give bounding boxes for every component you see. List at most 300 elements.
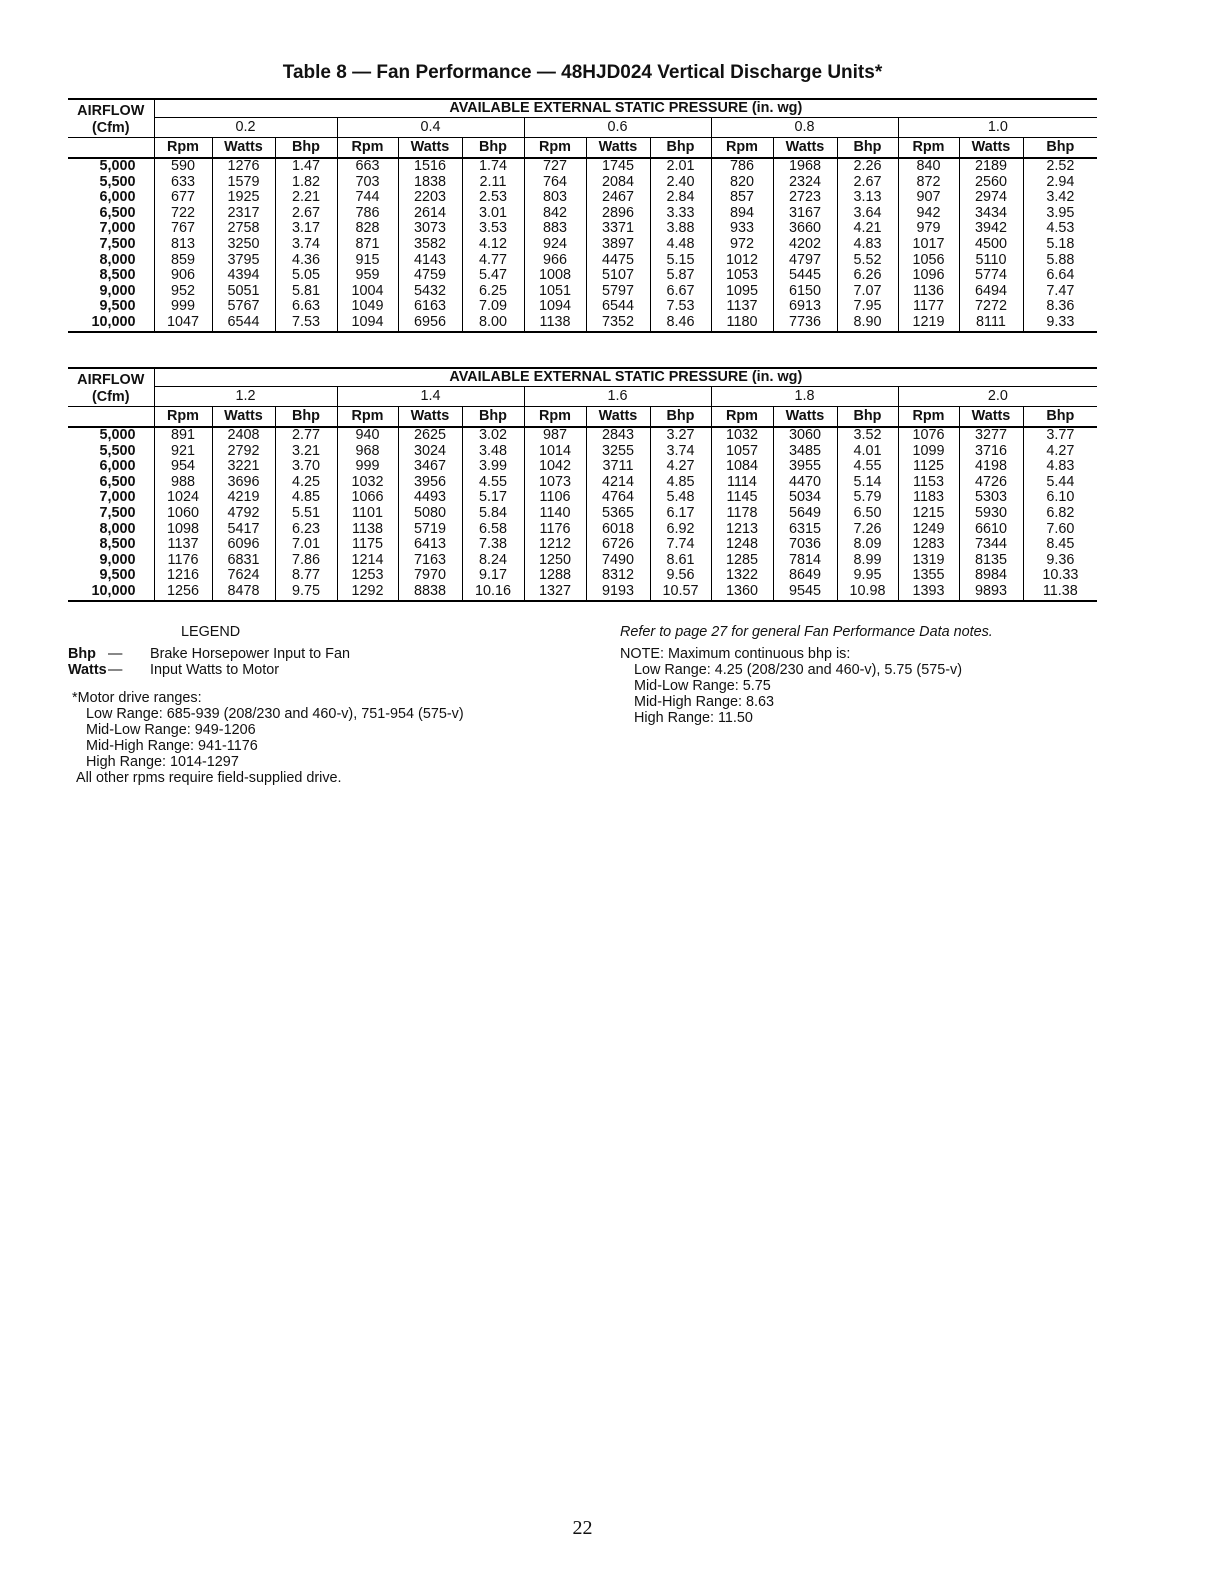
airflow-cell: 6,500 — [68, 206, 154, 222]
note-line: Mid-High Range: 8.63 — [634, 694, 774, 710]
rpm-cell: 1393 — [898, 584, 959, 601]
bhp-cell: 6.92 — [650, 522, 711, 538]
bhp-cell: 8.00 — [462, 315, 524, 332]
airflow-cell: 7,500 — [68, 506, 154, 522]
bhp-cell: 8.77 — [275, 568, 337, 584]
watts-cell: 4143 — [398, 253, 462, 269]
rpm-cell: 1084 — [711, 459, 773, 475]
rpm-cell: 840 — [898, 158, 959, 175]
pressure-value: 0.2 — [154, 118, 337, 138]
bhp-cell: 7.38 — [462, 537, 524, 553]
watts-cell: 7624 — [212, 568, 275, 584]
bhp-cell: 5.18 — [1023, 237, 1097, 253]
bhp-cell: 8.46 — [650, 315, 711, 332]
col-rpm: Rpm — [337, 138, 398, 159]
pressure-header: AVAILABLE EXTERNAL STATIC PRESSURE (in. wg) — [154, 368, 1097, 387]
bhp-cell: 2.67 — [275, 206, 337, 222]
bhp-cell: 6.25 — [462, 284, 524, 300]
table-row — [68, 268, 1097, 284]
bhp-cell: 4.27 — [1023, 444, 1097, 460]
bhp-cell: 4.85 — [650, 475, 711, 491]
rpm-cell: 1101 — [337, 506, 398, 522]
bhp-cell: 10.16 — [462, 584, 524, 601]
watts-cell: 5774 — [959, 268, 1023, 284]
airflow-cell: 7,000 — [68, 221, 154, 237]
legend-title: LEGEND — [181, 624, 241, 640]
table-body — [68, 158, 1097, 332]
bhp-cell: 4.12 — [462, 237, 524, 253]
bhp-cell: 4.27 — [650, 459, 711, 475]
pressure-value: 2.0 — [898, 387, 1097, 407]
legend-dash: — — [108, 646, 123, 662]
watts-cell: 3221 — [212, 459, 275, 475]
watts-cell: 5719 — [398, 522, 462, 538]
rpm-cell: 1177 — [898, 299, 959, 315]
watts-cell: 2896 — [586, 206, 650, 222]
watts-cell: 4202 — [773, 237, 837, 253]
watts-cell: 9893 — [959, 584, 1023, 601]
bhp-cell: 3.21 — [275, 444, 337, 460]
bhp-cell: 4.85 — [275, 490, 337, 506]
rpm-cell: 1212 — [524, 537, 586, 553]
table-row — [68, 537, 1097, 553]
rpm-cell: 1060 — [166, 505, 199, 521]
rpm-cell: 1319 — [898, 553, 959, 569]
bhp-cell: 8.99 — [837, 553, 898, 569]
watts-cell: 7970 — [398, 568, 462, 584]
watts-cell: 1276 — [212, 158, 275, 175]
pressure-header: AVAILABLE EXTERNAL STATIC PRESSURE (in. wg) — [154, 99, 1097, 118]
bhp-cell: 7.01 — [275, 537, 337, 553]
col-rpm: Rpm — [898, 407, 959, 428]
bhp-cell: 4.83 — [1023, 459, 1097, 475]
col-watts: Watts — [586, 407, 650, 428]
legend-key: Watts — [68, 662, 107, 678]
rpm-cell: 1098 — [166, 521, 199, 537]
watts-cell: 5649 — [773, 506, 837, 522]
bhp-cell: 3.77 — [1023, 427, 1097, 444]
watts-cell: 2560 — [959, 175, 1023, 191]
watts-cell: 3955 — [773, 459, 837, 475]
rpm-cell: 813 — [170, 236, 195, 252]
watts-cell: 5767 — [212, 299, 275, 315]
bhp-cell: 5.05 — [275, 268, 337, 284]
rpm-cell: 1360 — [711, 584, 773, 601]
watts-cell: 3073 — [398, 221, 462, 237]
rpm-cell: 1096 — [898, 268, 959, 284]
watts-cell: 3711 — [586, 459, 650, 475]
table-row — [68, 553, 1097, 569]
watts-cell: 4214 — [586, 475, 650, 491]
bhp-cell: 3.88 — [650, 221, 711, 237]
rpm-cell: 842 — [524, 206, 586, 222]
rpm-cell: 1042 — [524, 459, 586, 475]
table-row — [68, 221, 1097, 237]
motor-range-line: Mid-Low Range: 949-1206 — [86, 722, 256, 738]
watts-cell: 8478 — [212, 584, 275, 601]
watts-cell: 7163 — [398, 553, 462, 569]
bhp-cell: 8.45 — [1023, 537, 1097, 553]
table-row — [68, 475, 1097, 491]
bhp-cell: 6.17 — [650, 506, 711, 522]
rpm-cell: 921 — [170, 443, 195, 459]
bhp-cell: 5.48 — [650, 490, 711, 506]
rpm-cell: 942 — [898, 206, 959, 222]
col-rpm: Rpm — [711, 407, 773, 428]
rpm-cell: 828 — [337, 221, 398, 237]
watts-cell: 2324 — [773, 175, 837, 191]
rpm-cell: 1073 — [524, 475, 586, 491]
rpm-cell: 1214 — [337, 553, 398, 569]
rpm-cell: 1327 — [524, 584, 586, 601]
watts-cell: 4470 — [773, 475, 837, 491]
table-row — [68, 284, 1097, 300]
col-watts: Watts — [773, 407, 837, 428]
airflow-header-spacer — [68, 138, 154, 159]
rpm-cell: 1145 — [711, 490, 773, 506]
legend-dash: — — [108, 662, 123, 678]
rpm-cell: 1250 — [524, 553, 586, 569]
pressure-value: 1.2 — [154, 387, 337, 407]
rpm-cell: 1248 — [711, 537, 773, 553]
bhp-cell: 2.40 — [650, 175, 711, 191]
bhp-cell: 1.82 — [275, 175, 337, 191]
rpm-cell: 1014 — [524, 444, 586, 460]
watts-cell: 8111 — [959, 315, 1023, 332]
watts-cell: 2625 — [398, 427, 462, 444]
table-row — [68, 206, 1097, 222]
bhp-cell: 8.24 — [462, 553, 524, 569]
bhp-cell: 3.42 — [1023, 190, 1097, 206]
bhp-cell: 8.90 — [837, 315, 898, 332]
rpm-cell: 786 — [337, 206, 398, 222]
bhp-cell: 4.36 — [275, 253, 337, 269]
watts-cell: 3897 — [586, 237, 650, 253]
airflow-cell: 6,000 — [68, 459, 154, 475]
rpm-cell: 1024 — [166, 490, 199, 506]
rpm-cell: 883 — [524, 221, 586, 237]
rpm-cell: 859 — [170, 252, 195, 268]
watts-cell: 2084 — [586, 175, 650, 191]
col-watts: Watts — [212, 138, 275, 159]
bhp-cell: 9.56 — [650, 568, 711, 584]
bhp-cell: 6.58 — [462, 522, 524, 538]
pressure-value: 0.6 — [524, 118, 711, 138]
bhp-cell: 4.77 — [462, 253, 524, 269]
rpm-cell: 1176 — [167, 552, 199, 568]
watts-cell: 3485 — [773, 444, 837, 460]
table-row — [68, 175, 1097, 191]
motor-range-line: High Range: 1014-1297 — [86, 754, 239, 770]
watts-cell: 8312 — [586, 568, 650, 584]
bhp-cell: 6.50 — [837, 506, 898, 522]
rpm-cell: 1106 — [524, 490, 586, 506]
rpm-cell: 1137 — [711, 299, 773, 315]
legend-item — [68, 646, 608, 662]
bhp-cell: 4.25 — [275, 475, 337, 491]
rpm-cell: 786 — [711, 158, 773, 175]
rpm-cell: 1183 — [898, 490, 959, 506]
rpm-cell: 1051 — [524, 284, 586, 300]
watts-cell: 7490 — [586, 553, 650, 569]
rpm-cell: 590 — [170, 158, 195, 174]
airflow-cell: 5,000 — [68, 158, 154, 175]
watts-cell: 6315 — [773, 522, 837, 538]
watts-cell: 3467 — [398, 459, 462, 475]
bhp-cell: 5.44 — [1023, 475, 1097, 491]
table-row — [68, 427, 1097, 444]
watts-cell: 3795 — [212, 253, 275, 269]
rpm-cell: 1094 — [337, 315, 398, 332]
bhp-cell: 5.15 — [650, 253, 711, 269]
col-bhp: Bhp — [650, 138, 711, 159]
rpm-cell: 952 — [170, 283, 195, 299]
airflow-cell: 8,500 — [68, 268, 154, 284]
airflow-header — [68, 99, 154, 138]
bhp-cell: 8.09 — [837, 537, 898, 553]
motor-range-line: Low Range: 685-939 (208/230 and 460-v), 751-954 (575-v) — [86, 706, 464, 722]
watts-cell: 5445 — [773, 268, 837, 284]
rpm-cell: 1175 — [337, 537, 398, 553]
watts-cell: 2408 — [212, 427, 275, 444]
airflow-cell: 10,000 — [68, 315, 154, 332]
rpm-cell: 1213 — [711, 522, 773, 538]
rpm-cell: 1137 — [167, 537, 199, 553]
col-bhp: Bhp — [837, 138, 898, 159]
bhp-cell: 3.13 — [837, 190, 898, 206]
bhp-cell: 5.17 — [462, 490, 524, 506]
rpm-cell: 872 — [898, 175, 959, 191]
rpm-cell: 924 — [524, 237, 586, 253]
watts-cell: 2792 — [212, 444, 275, 460]
rpm-cell: 1049 — [337, 299, 398, 315]
watts-cell: 8838 — [398, 584, 462, 601]
col-bhp: Bhp — [1023, 407, 1097, 428]
bhp-cell: 5.88 — [1023, 253, 1097, 269]
table-row — [68, 506, 1097, 522]
rpm-cell: 1249 — [898, 522, 959, 538]
rpm-cell: 1053 — [711, 268, 773, 284]
rpm-cell: 999 — [337, 459, 398, 475]
rpm-cell: 959 — [337, 268, 398, 284]
bhp-cell: 3.48 — [462, 444, 524, 460]
rpm-cell: 703 — [337, 175, 398, 191]
note-line: High Range: 11.50 — [634, 710, 753, 726]
rpm-cell: 954 — [170, 459, 195, 475]
rpm-cell: 1012 — [711, 253, 773, 269]
rpm-cell: 1095 — [711, 284, 773, 300]
bhp-cell: 3.33 — [650, 206, 711, 222]
rpm-cell: 966 — [524, 253, 586, 269]
bhp-cell: 7.53 — [275, 315, 337, 332]
table-row — [68, 237, 1097, 253]
rpm-cell: 871 — [337, 237, 398, 253]
bhp-cell: 7.07 — [837, 284, 898, 300]
bhp-cell: 3.64 — [837, 206, 898, 222]
motor-ranges-title: *Motor drive ranges: — [72, 690, 202, 706]
watts-cell: 5365 — [586, 506, 650, 522]
table-row — [68, 315, 1097, 332]
table-body — [68, 427, 1097, 601]
bhp-cell: 10.98 — [837, 584, 898, 601]
legend-block — [68, 624, 608, 786]
watts-cell: 7814 — [773, 553, 837, 569]
rpm-cell: 1253 — [337, 568, 398, 584]
watts-cell: 3024 — [398, 444, 462, 460]
watts-cell: 3696 — [212, 475, 275, 491]
rpm-cell: 968 — [337, 444, 398, 460]
rpm-cell: 1076 — [898, 427, 959, 444]
watts-cell: 2614 — [398, 206, 462, 222]
table-row — [68, 584, 1097, 601]
pressure-value: 1.4 — [337, 387, 524, 407]
watts-cell: 8649 — [773, 568, 837, 584]
bhp-cell: 8.61 — [650, 553, 711, 569]
bhp-cell: 3.02 — [462, 427, 524, 444]
airflow-cell: 10,000 — [68, 584, 154, 601]
rpm-cell: 1057 — [711, 444, 773, 460]
watts-cell: 6610 — [959, 522, 1023, 538]
table-row — [68, 522, 1097, 538]
bhp-cell: 6.10 — [1023, 490, 1097, 506]
col-watts: Watts — [959, 407, 1023, 428]
legend-item — [68, 662, 608, 678]
bhp-cell: 5.51 — [275, 506, 337, 522]
rpm-cell: 1136 — [898, 284, 959, 300]
rpm-cell: 1138 — [337, 522, 398, 538]
table-row — [68, 490, 1097, 506]
airflow-unit: (Cfm) — [91, 388, 130, 405]
airflow-cell: 8,000 — [68, 522, 154, 538]
col-rpm: Rpm — [524, 407, 586, 428]
bhp-cell: 2.52 — [1023, 158, 1097, 175]
airflow-cell: 5,500 — [68, 444, 154, 460]
bhp-cell: 3.74 — [275, 237, 337, 253]
watts-cell: 7736 — [773, 315, 837, 332]
bhp-cell: 7.26 — [837, 522, 898, 538]
watts-cell: 5034 — [773, 490, 837, 506]
bhp-cell: 2.84 — [650, 190, 711, 206]
rpm-cell: 915 — [337, 253, 398, 269]
bhp-cell: 2.77 — [275, 427, 337, 444]
note-line: Mid-Low Range: 5.75 — [634, 678, 771, 694]
bhp-cell: 3.99 — [462, 459, 524, 475]
bhp-cell: 9.75 — [275, 584, 337, 601]
col-rpm: Rpm — [337, 407, 398, 428]
rpm-cell: 767 — [170, 221, 195, 237]
bhp-cell: 4.55 — [837, 459, 898, 475]
bhp-cell: 1.74 — [462, 158, 524, 175]
watts-cell: 1579 — [212, 175, 275, 191]
col-bhp: Bhp — [1023, 138, 1097, 159]
airflow-cell: 8,000 — [68, 253, 154, 269]
watts-cell: 1925 — [212, 190, 275, 206]
watts-cell: 6150 — [773, 284, 837, 300]
bhp-cell: 4.55 — [462, 475, 524, 491]
rpm-cell: 1056 — [898, 253, 959, 269]
watts-cell: 8135 — [959, 553, 1023, 569]
pressure-value: 1.0 — [898, 118, 1097, 138]
bhp-cell: 2.11 — [462, 175, 524, 191]
fan-performance-table-low — [68, 98, 1097, 333]
watts-cell: 5051 — [212, 284, 275, 300]
rpm-cell: 1047 — [154, 315, 212, 332]
watts-cell: 8984 — [959, 568, 1023, 584]
bhp-cell: 5.79 — [837, 490, 898, 506]
col-watts: Watts — [586, 138, 650, 159]
rpm-cell: 1017 — [898, 237, 959, 253]
bhp-cell: 6.26 — [837, 268, 898, 284]
bhp-cell: 6.23 — [275, 522, 337, 538]
watts-cell: 7344 — [959, 537, 1023, 553]
watts-cell: 3942 — [959, 221, 1023, 237]
bhp-cell: 10.33 — [1023, 568, 1097, 584]
refer-note: Refer to page 27 for general Fan Performance Data notes. — [620, 624, 993, 640]
rpm-cell: 894 — [711, 206, 773, 222]
bhp-cell: 2.67 — [837, 175, 898, 191]
col-watts: Watts — [212, 407, 275, 428]
rpm-cell: 744 — [337, 190, 398, 206]
bhp-cell: 5.81 — [275, 284, 337, 300]
rpm-cell: 1216 — [166, 568, 199, 584]
notes-block — [620, 624, 1120, 726]
rpm-cell: 1094 — [524, 299, 586, 315]
table-row — [68, 444, 1097, 460]
watts-cell: 3167 — [773, 206, 837, 222]
airflow-cell: 5,000 — [68, 427, 154, 444]
watts-cell: 2317 — [212, 206, 275, 222]
motor-ranges-footer: All other rpms require field-supplied drive. — [76, 770, 342, 786]
watts-cell: 2723 — [773, 190, 837, 206]
table-row — [68, 190, 1097, 206]
watts-cell: 6544 — [212, 315, 275, 332]
watts-cell: 2758 — [212, 221, 275, 237]
rpm-cell: 633 — [170, 174, 195, 190]
rpm-cell: 1322 — [711, 568, 773, 584]
bhp-cell: 2.26 — [837, 158, 898, 175]
bhp-cell: 5.14 — [837, 475, 898, 491]
bhp-cell: 7.74 — [650, 537, 711, 553]
rpm-cell: 1032 — [337, 475, 398, 491]
bhp-cell: 5.47 — [462, 268, 524, 284]
pressure-value: 1.6 — [524, 387, 711, 407]
rpm-cell: 1355 — [898, 568, 959, 584]
bhp-cell: 7.60 — [1023, 522, 1097, 538]
watts-cell: 4797 — [773, 253, 837, 269]
rpm-cell: 1178 — [711, 506, 773, 522]
rpm-cell: 764 — [524, 175, 586, 191]
rpm-cell: 663 — [337, 158, 398, 175]
airflow-label: AIRFLOW — [77, 371, 145, 388]
watts-cell: 3277 — [959, 427, 1023, 444]
airflow-cell: 8,500 — [68, 537, 154, 553]
rpm-cell: 1140 — [524, 506, 586, 522]
airflow-header — [68, 368, 154, 407]
col-bhp: Bhp — [650, 407, 711, 428]
bhp-cell: 9.95 — [837, 568, 898, 584]
col-rpm: Rpm — [154, 407, 212, 428]
bhp-cell: 4.48 — [650, 237, 711, 253]
watts-cell: 5110 — [959, 253, 1023, 269]
airflow-cell: 9,000 — [68, 553, 154, 569]
watts-cell: 6494 — [959, 284, 1023, 300]
bhp-cell: 5.52 — [837, 253, 898, 269]
watts-cell: 1516 — [398, 158, 462, 175]
watts-cell: 6956 — [398, 315, 462, 332]
bhp-cell: 6.64 — [1023, 268, 1097, 284]
table-row — [68, 158, 1097, 175]
airflow-cell: 6,000 — [68, 190, 154, 206]
